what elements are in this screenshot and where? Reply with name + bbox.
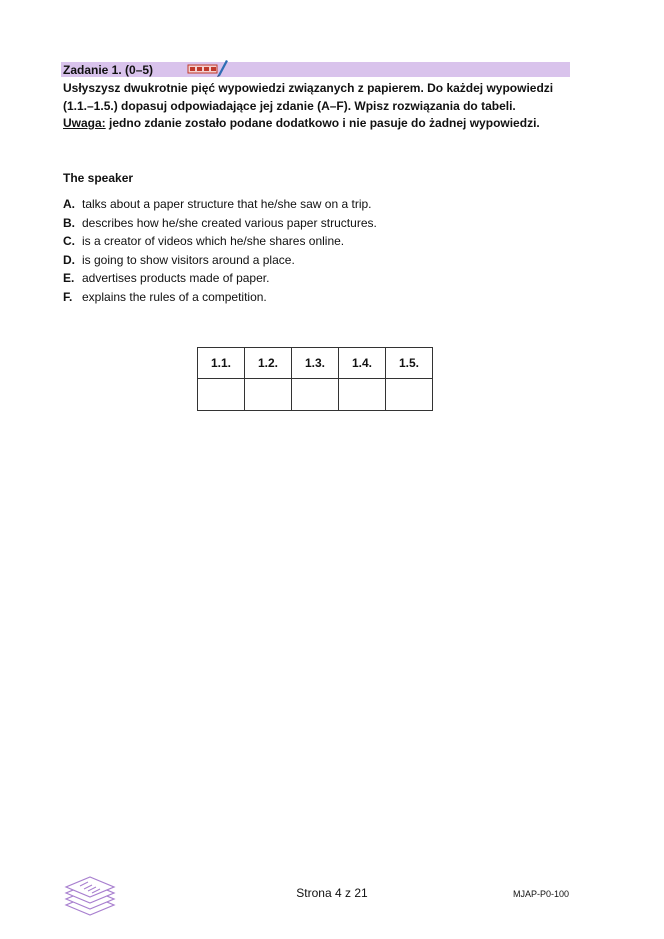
- answer-cell-1-3[interactable]: [292, 379, 339, 411]
- option-item: [63, 251, 377, 270]
- answer-table-input-row: [198, 379, 433, 411]
- option-letter: B.: [63, 215, 75, 230]
- option-item: [63, 288, 377, 307]
- option-text: advertises products made of paper.: [82, 271, 270, 286]
- answer-table-header: 1.5.: [386, 348, 433, 379]
- speaker-heading: The speaker: [63, 171, 134, 185]
- option-item: [63, 195, 377, 214]
- option-text: describes how he/she created various paper structures.: [82, 215, 377, 230]
- option-item: [63, 214, 377, 233]
- option-letter: A.: [63, 197, 75, 211]
- instructions-text: Usłyszysz dwukrotnie pięć wypowiedzi związanych z papierem. Do każdej wypowiedzi (1.1.–1.5.) dopasuj odpowiadające jej zdanie (A–F). Wpisz rozwiązania do tabeli.: [63, 81, 554, 113]
- option-letter: D.: [63, 252, 75, 267]
- note-text: jedno zdanie zostało podane dodatkowo i nie pasuje do żadnej wypowiedzi.: [105, 116, 540, 130]
- option-letter: F.: [63, 289, 73, 304]
- option-text: talks about a paper structure that he/she saw on a trip.: [82, 197, 372, 211]
- answer-cell-1-4[interactable]: [339, 379, 386, 411]
- option-letter: E.: [63, 271, 75, 286]
- task-instructions: [63, 80, 578, 133]
- note-label: Uwaga:: [63, 116, 106, 130]
- answer-table-header: 1.2.: [245, 348, 292, 379]
- instructions-note: [63, 115, 578, 133]
- answer-cell-1-5[interactable]: [386, 379, 433, 411]
- page-number: Strona 4 z 21: [296, 886, 368, 900]
- exam-code: MJAP-P0-100: [512, 889, 569, 899]
- answer-table-header: 1.3.: [292, 348, 339, 379]
- option-letter: C.: [63, 234, 75, 249]
- answer-table-header: 1.1.: [198, 348, 245, 379]
- option-text: is a creator of videos which he/she shares online.: [82, 234, 345, 249]
- task-title: Zadanie 1. (0–5): [63, 63, 154, 77]
- option-item: [63, 269, 377, 288]
- answer-table-header: 1.4.: [339, 348, 386, 379]
- answer-cell-1-1[interactable]: [198, 379, 245, 411]
- option-text: explains the rules of a competition.: [82, 289, 267, 304]
- answer-cell-1-2[interactable]: [245, 379, 292, 411]
- answer-table-header-row: [198, 348, 433, 379]
- answer-options-list: [63, 195, 377, 307]
- option-item: [63, 232, 377, 251]
- option-text: is going to show visitors around a place.: [82, 252, 295, 267]
- answer-table: [197, 347, 433, 411]
- audio-recording-pen-icon: [187, 58, 229, 78]
